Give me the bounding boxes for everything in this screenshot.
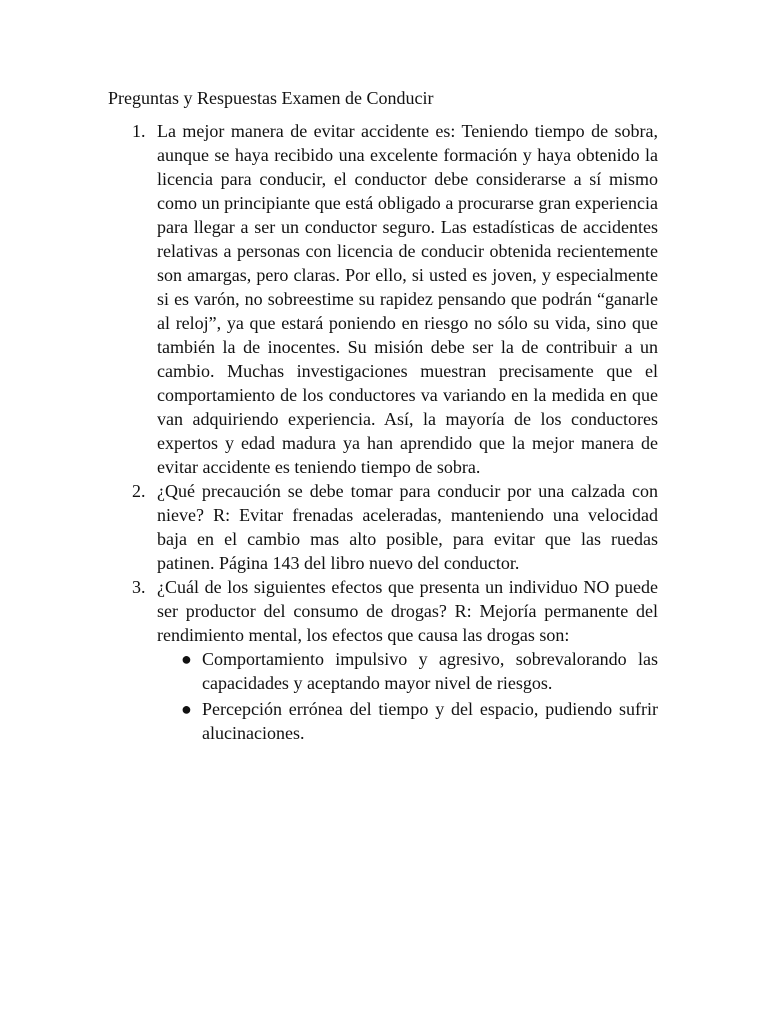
qa-list [132,119,658,747]
list-item-text: Comportamiento impulsivo y agresivo, sobrevalorando las capacidades y aceptando mayor nivel de riesgos. [202,649,658,693]
qa-text: ¿Cuál de los siguientes efectos que presenta un individuo NO puede ser productor del consumo de drogas? R: Mejoría permanente del rendimiento mental, los efectos que causa las drogas son: [157,577,658,645]
qa-item-3 [132,575,658,745]
effects-list [181,647,658,745]
qa-number: 2. [132,481,146,501]
list-item [181,697,658,745]
qa-text: ¿Qué precaución se debe tomar para conducir por una calzada con nieve? R: Evitar frenadas aceleradas, manteniendo una velocidad baja en el cambio mas alto posible, para evitar que las ruedas patinen. Página 143 del libro nuevo del conductor. [157,481,658,573]
document-title: Preguntas y Respuestas Examen de Conducir [108,88,434,108]
qa-item-1 [132,119,658,479]
bullet-icon: ● [181,699,192,719]
qa-item-2 [132,479,658,575]
bullet-icon: ● [181,649,192,669]
qa-text: La mejor manera de evitar accidente es: Teniendo tiempo de sobra, aunque se haya recibido una excelente formación y haya obtenido la licencia para conducir, el conductor debe considerarse a sí mismo como un principiante que está obligado a procurarse gran experiencia para llegar a ser un conductor seguro. Las estadísticas de accidentes relativas a personas con licencia de conducir obtenida recientemente son amargas, pero claras. Por ello, si usted es joven, y especialmente si es varón, no sobreestime su rapidez pensando que podrán “ganarle al reloj”, ya que estará poniendo en riesgo no sólo su vida, sino que también la de inocentes. Su misión debe ser la de contribuir a un cambio. Muchas investigaciones muestran precisamente que el comportamiento de los conductores va variando en la medida en que van adquiriendo experiencia. Así, la mayoría de los conductores expertos y edad madura ya han aprendido que la mejor manera de evitar accidente es teniendo tiempo de sobra. [157,121,658,477]
list-item [181,647,658,695]
qa-number: 3. [132,577,146,597]
qa-number: 1. [132,121,146,141]
list-item-text: Percepción errónea del tiempo y del espacio, pudiendo sufrir alucinaciones. [202,699,658,743]
